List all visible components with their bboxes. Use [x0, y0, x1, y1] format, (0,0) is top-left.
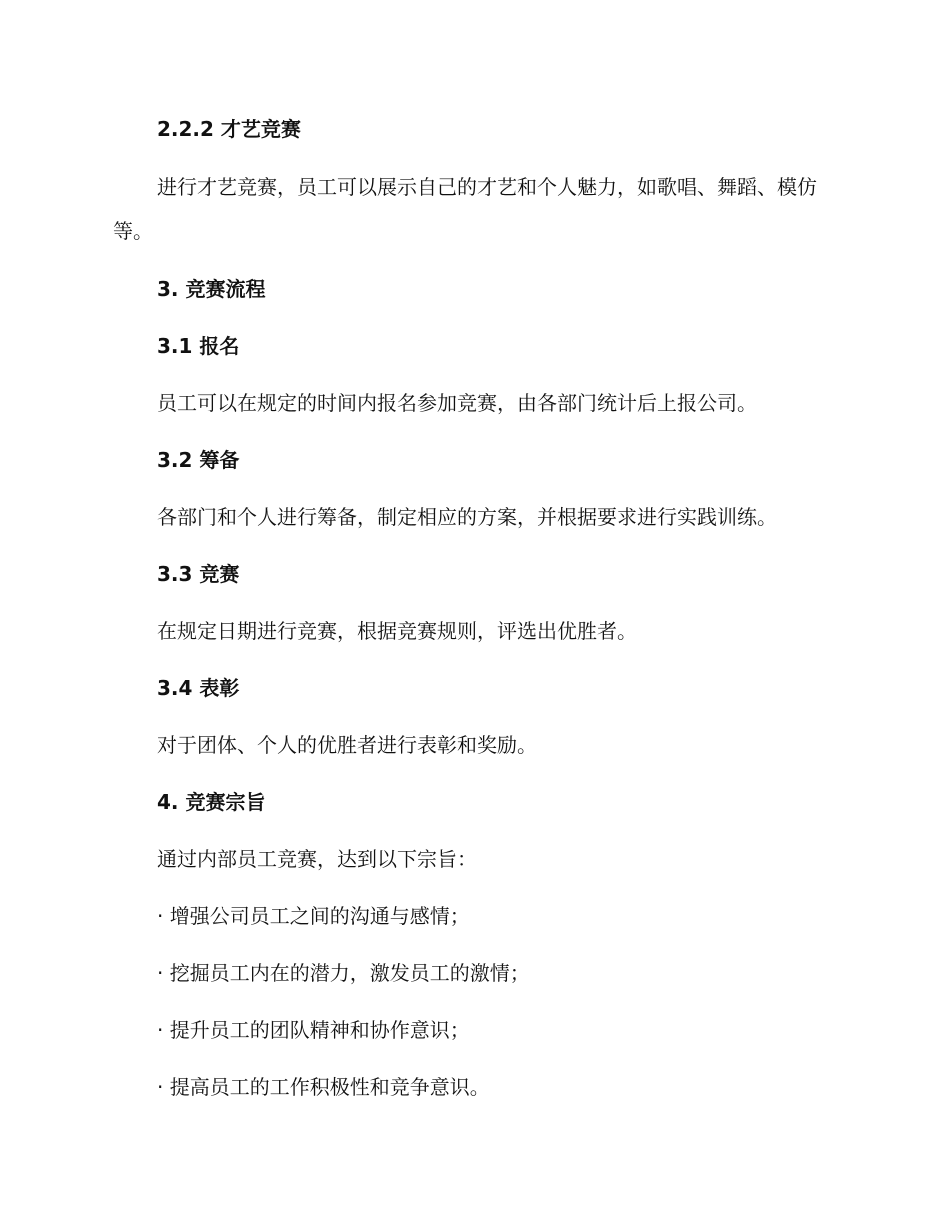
section-heading-3-3: 3.3 竞赛 [157, 562, 240, 586]
paragraph-registration: 员工可以在规定的时间内报名参加竞赛，由各部门统计后上报公司。 [157, 391, 757, 415]
section-heading-4: 4. 竞赛宗旨 [157, 790, 266, 814]
section-heading-2-2-2: 2.2.2 才艺竞赛 [157, 117, 301, 141]
paragraph-commendation: 对于团体、个人的优胜者进行表彰和奖励。 [157, 733, 537, 757]
list-item: · 提升员工的团队精神和协作意识； [157, 1018, 470, 1042]
paragraph-talent-contest: 进行才艺竞赛，员工可以展示自己的才艺和个人魅力，如歌唱、舞蹈、模仿等。 [113, 175, 817, 243]
list-item: · 挖掘员工内在的潜力，激发员工的激情； [157, 961, 530, 985]
section-heading-3-2: 3.2 筹备 [157, 448, 240, 472]
section-heading-3-4: 3.4 表彰 [157, 676, 240, 700]
section-heading-3: 3. 竞赛流程 [157, 277, 266, 301]
paragraph-competition: 在规定日期进行竞赛，根据竞赛规则，评选出优胜者。 [157, 619, 637, 643]
section-heading-3-1: 3.1 报名 [157, 334, 240, 358]
paragraph-purpose-intro: 通过内部员工竞赛，达到以下宗旨： [157, 847, 477, 871]
list-item: · 增强公司员工之间的沟通与感情； [157, 904, 470, 928]
list-item: · 提高员工的工作积极性和竞争意识。 [157, 1075, 490, 1099]
paragraph-preparation: 各部门和个人进行筹备，制定相应的方案，并根据要求进行实践训练。 [157, 505, 777, 529]
